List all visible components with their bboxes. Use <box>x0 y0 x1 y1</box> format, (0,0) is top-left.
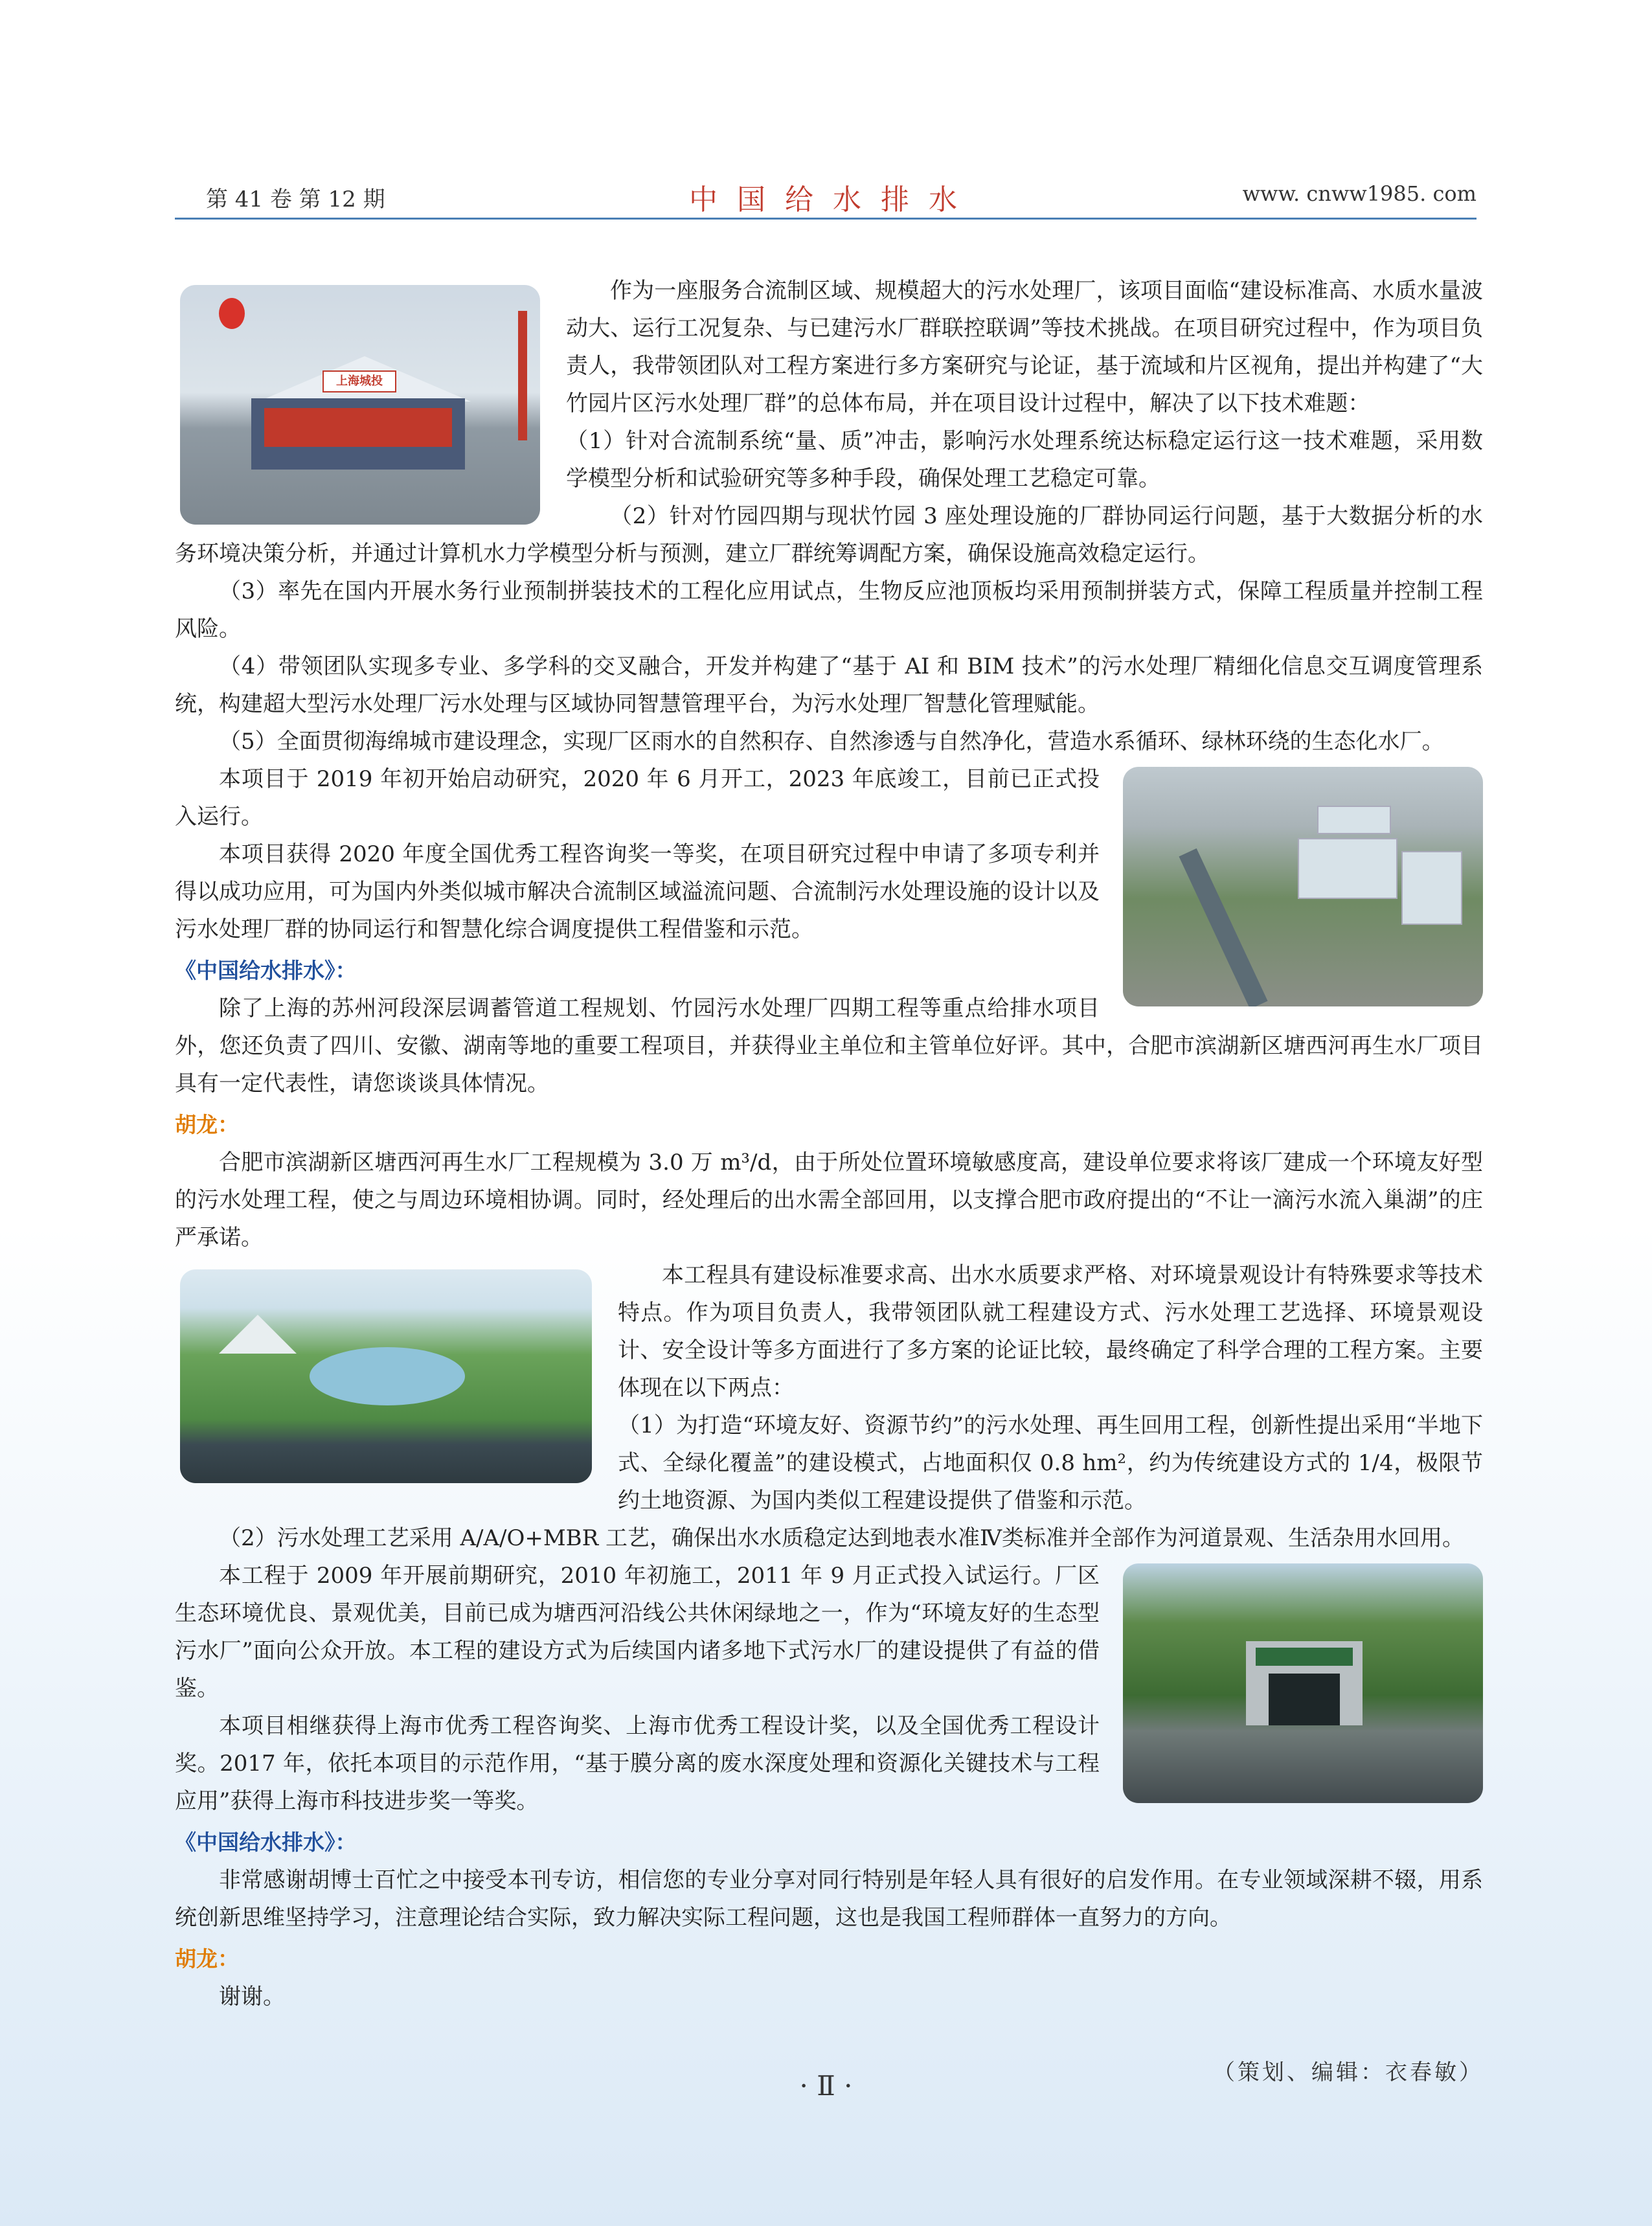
list-item: （4）带领团队实现多专业、多学科的交叉融合，开发并构建了“基于 AI 和 BIM 技术”的污水处理厂精细化信息交互调度管理系统，构建超大型污水处理厂污水处理与区域协同智慧管理平台，为污水处理厂智慧化管理赋能。 <box>175 653 1483 717</box>
interviewee-label: 胡龙： <box>175 1112 239 1137</box>
closing-reply: 谢谢。 <box>219 1984 285 2010</box>
journal-url: www. cnww1985. com <box>1242 181 1477 206</box>
landscape-rendering-photo <box>180 1269 592 1483</box>
header-divider <box>175 218 1477 220</box>
paragraph: 本工程于 2009 年开展前期研究，2010 年初施工，2011 年 9 月正式投入试运行。厂区生态环境优良、景观优美，目前已成为塘西河沿线公共休闲绿地之一，作为“环境友好的生态型污水厂”面向公众开放。本工程的建设方式为后续国内诸多地下式污水厂的建设提供了有益的借鉴。 <box>175 1563 1100 1701</box>
aerial-plant-photo <box>1123 767 1483 1006</box>
tunnel-entrance-photo <box>1123 1563 1483 1803</box>
list-item: （2）针对竹园四期与现状竹园 3 座处理设施的厂群协同运行问题，基于大数据分析的水务环境决策分析，并通过计算机水力学模型分析与预测，建立厂群统筹调配方案，确保设施高效稳定运行。 <box>175 503 1483 567</box>
list-item: （3）率先在国内开展水务行业预制拼装技术的工程化应用试点，生物反应池顶板均采用预制拼装方式，保障工程质量并控制工程风险。 <box>175 578 1483 642</box>
volume-issue: 第 41 卷 第 12 期 <box>206 187 385 212</box>
page-header <box>175 181 1477 220</box>
paragraph: 作为一座服务合流制区域、规模超大的污水处理厂，该项目面临“建设标准高、水质水量波动大、运行工况复杂、与已建污水厂群联控联调”等技术挑战。在项目研究过程中，作为项目负责人，我带领团队对工程方案进行多方案研究与论证，基于流域和片区视角，提出并构建了“大竹园片区污水处理厂群”的总体布局，并在项目设计过程中，解决了以下技术难题： <box>566 278 1483 416</box>
journal-title: 中 国 给 水 排 水 <box>689 183 962 216</box>
list-item: （5）全面贯彻海绵城市建设理念，实现厂区雨水的自然积存、自然渗透与自然净化，营造水系循环、绿林环绕的生态化水厂。 <box>219 729 1444 755</box>
editor-credit: （策划、编辑：衣春敏） <box>1213 2060 1484 2085</box>
construction-stage-photo <box>180 285 540 525</box>
interviewer-label: 《中国给水排水》： <box>175 1830 357 1855</box>
question-paragraph: 除了上海的苏州河段深层调蓄管道工程规划、竹园污水处理厂四期工程等重点给排水项目外，您还负责了四川、安徽、湖南等地的重要工程项目，并获得业主单位和主管单位好评。其中，合肥市滨湖新区塘西河再生水厂项目具有一定代表性，请您谈谈具体情况。 <box>175 995 1483 1096</box>
paragraph: 本项目相继获得上海市优秀工程咨询奖、上海市优秀工程设计奖，以及全国优秀工程设计奖。2017 年，依托本项目的示范作用，“基于膜分离的废水深度处理和资源化关键技术与工程应用”获得上海市科技进步奖一等奖。 <box>175 1713 1100 1814</box>
interviewer-label: 《中国给水排水》： <box>175 958 357 983</box>
interviewee-label: 胡龙： <box>175 1946 239 1971</box>
paragraph: 合肥市滨湖新区塘西河再生水厂工程规模为 3.0 万 m³/d，由于所处位置环境敏感度高，建设单位要求将该厂建成一个环境友好型的污水处理工程，使之与周边环境相协调。同时，经处理后的出水需全部回用，以支撑合肥市政府提出的“不让一滴污水流入巢湖”的庄严承诺。 <box>175 1150 1483 1251</box>
photo-logo-text: 上海城投 <box>322 370 396 392</box>
article-body <box>175 272 1483 2016</box>
list-item: （1）为打造“环境友好、资源节约”的污水处理、再生回用工程，创新性提出采用“半地下式、全绿化覆盖”的建设模式，占地面积仅 0.8 hm²，约为传统建设方式的 1/4，极限节约土地资源、为国内类似工程建设提供了借鉴和示范。 <box>618 1413 1483 1514</box>
closing-paragraph: 非常感谢胡博士百忙之中接受本刊专访，相信您的专业分享对同行特别是年轻人具有很好的启发作用。在专业领域深耕不辍，用系统创新思维坚持学习，注意理论结合实际，致力解决实际工程问题，这也是我国工程师群体一直努力的方向。 <box>175 1867 1483 1931</box>
page-number: · Ⅱ · <box>799 2070 853 2102</box>
paragraph: 本项目获得 2020 年度全国优秀工程咨询奖一等奖，在项目研究过程中申请了多项专利并得以成功应用，可为国内外类似城市解决合流制区域溢流问题、合流制污水处理设施的设计以及污水处理厂群的协同运行和智慧化综合调度提供工程借鉴和示范。 <box>175 841 1100 942</box>
paragraph: 本工程具有建设标准要求高、出水水质要求严格、对环境景观设计有特殊要求等技术特点。作为项目负责人，我带领团队就工程建设方式、污水处理工艺选择、环境景观设计、安全设计等多方面进行了多方案的论证比较，最终确定了科学合理的工程方案。主要体现在以下两点： <box>618 1262 1483 1401</box>
list-item: （2）污水处理工艺采用 A/A/O+MBR 工艺，确保出水水质稳定达到地表水准Ⅳ类标准并全部作为河道景观、生活杂用水回用。 <box>219 1525 1464 1551</box>
paragraph: 本项目于 2019 年初开始启动研究，2020 年 6 月开工，2023 年底竣工，目前已正式投入运行。 <box>175 766 1100 830</box>
list-item: （1）针对合流制系统“量、质”冲击，影响污水处理系统达标稳定运行这一技术难题，采用数学模型分析和试验研究等多种手段，确保处理工艺稳定可靠。 <box>566 428 1483 492</box>
